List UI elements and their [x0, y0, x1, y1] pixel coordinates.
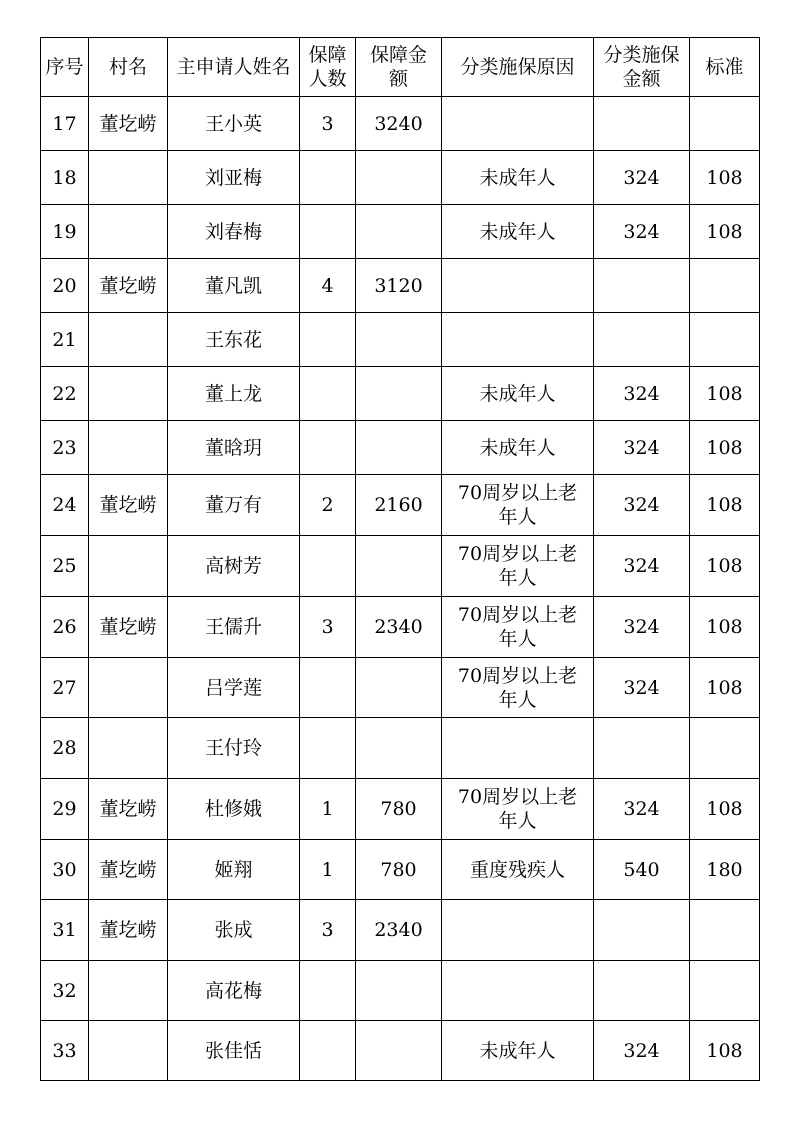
- header-standard: 标准: [690, 38, 760, 97]
- cell-persons: [300, 421, 356, 475]
- cell-applicant: 董上龙: [168, 367, 300, 421]
- cell-seq: 26: [41, 597, 89, 658]
- cell-amount: [356, 205, 442, 259]
- cell-seq: 19: [41, 205, 89, 259]
- cell-class-amount: 324: [594, 151, 690, 205]
- cell-village: 董圪崂: [89, 900, 168, 961]
- cell-seq: 18: [41, 151, 89, 205]
- cell-applicant: 王儒升: [168, 597, 300, 658]
- cell-reason: [442, 718, 594, 779]
- cell-seq: 27: [41, 658, 89, 718]
- cell-reason: [442, 961, 594, 1021]
- cell-standard: 108: [690, 536, 760, 597]
- cell-seq: 29: [41, 779, 89, 840]
- cell-standard: [690, 718, 760, 779]
- cell-applicant: 高花梅: [168, 961, 300, 1021]
- cell-class-amount: 324: [594, 205, 690, 259]
- cell-reason: 重度残疾人: [442, 840, 594, 900]
- cell-village: 董圪崂: [89, 840, 168, 900]
- cell-applicant: 王付玲: [168, 718, 300, 779]
- cell-amount: 2340: [356, 597, 442, 658]
- cell-amount: [356, 421, 442, 475]
- cell-village: [89, 421, 168, 475]
- cell-reason: 70周岁以上老年人: [442, 475, 594, 536]
- cell-class-amount: [594, 313, 690, 367]
- table-row: [41, 367, 760, 421]
- header-seq: 序号: [41, 38, 89, 97]
- cell-amount: [356, 1021, 442, 1081]
- cell-amount: 780: [356, 840, 442, 900]
- cell-class-amount: 540: [594, 840, 690, 900]
- table-row: [41, 658, 760, 718]
- cell-reason: [442, 259, 594, 313]
- cell-applicant: 吕学莲: [168, 658, 300, 718]
- table-row: [41, 1021, 760, 1081]
- table-row: [41, 151, 760, 205]
- table-row: [41, 421, 760, 475]
- header-class-amount: [594, 38, 690, 97]
- cell-reason: 70周岁以上老年人: [442, 597, 594, 658]
- cell-persons: [300, 367, 356, 421]
- cell-village: [89, 313, 168, 367]
- cell-village: 董圪崂: [89, 597, 168, 658]
- cell-class-amount: 324: [594, 367, 690, 421]
- cell-persons: 4: [300, 259, 356, 313]
- cell-village: 董圪崂: [89, 97, 168, 151]
- cell-standard: 108: [690, 779, 760, 840]
- cell-class-amount: 324: [594, 536, 690, 597]
- header-amount: [356, 38, 442, 97]
- table-row: [41, 259, 760, 313]
- cell-class-amount: 324: [594, 597, 690, 658]
- cell-applicant: 刘亚梅: [168, 151, 300, 205]
- cell-reason: 未成年人: [442, 205, 594, 259]
- cell-class-amount: [594, 259, 690, 313]
- cell-village: [89, 205, 168, 259]
- cell-village: [89, 961, 168, 1021]
- cell-persons: 3: [300, 597, 356, 658]
- cell-class-amount: [594, 97, 690, 151]
- cell-persons: [300, 205, 356, 259]
- cell-reason: 70周岁以上老年人: [442, 536, 594, 597]
- table-row: [41, 205, 760, 259]
- table-row: [41, 597, 760, 658]
- cell-standard: 108: [690, 367, 760, 421]
- cell-applicant: 董晗玥: [168, 421, 300, 475]
- cell-village: [89, 367, 168, 421]
- header-persons-label: 保障人数: [308, 44, 347, 90]
- header-row: [41, 38, 760, 97]
- cell-amount: 3240: [356, 97, 442, 151]
- cell-seq: 20: [41, 259, 89, 313]
- cell-amount: [356, 718, 442, 779]
- cell-class-amount: 324: [594, 1021, 690, 1081]
- cell-reason: 70周岁以上老年人: [442, 779, 594, 840]
- cell-class-amount: [594, 718, 690, 779]
- cell-persons: 3: [300, 900, 356, 961]
- cell-village: [89, 536, 168, 597]
- cell-amount: [356, 961, 442, 1021]
- cell-seq: 21: [41, 313, 89, 367]
- header-amount-label: 保障金额: [369, 44, 427, 90]
- table-row: [41, 840, 760, 900]
- header-reason: 分类施保原因: [442, 38, 594, 97]
- cell-standard: 108: [690, 597, 760, 658]
- cell-persons: [300, 658, 356, 718]
- cell-applicant: 张成: [168, 900, 300, 961]
- cell-standard: [690, 259, 760, 313]
- cell-standard: 108: [690, 658, 760, 718]
- cell-standard: [690, 97, 760, 151]
- cell-persons: 1: [300, 779, 356, 840]
- cell-persons: [300, 1021, 356, 1081]
- cell-amount: 2160: [356, 475, 442, 536]
- cell-applicant: 高树芳: [168, 536, 300, 597]
- cell-reason: [442, 313, 594, 367]
- cell-seq: 32: [41, 961, 89, 1021]
- header-applicant: [168, 38, 300, 97]
- table-row: [41, 718, 760, 779]
- cell-class-amount: [594, 900, 690, 961]
- cell-seq: 31: [41, 900, 89, 961]
- cell-village: 董圪崂: [89, 259, 168, 313]
- cell-reason: [442, 900, 594, 961]
- cell-seq: 17: [41, 97, 89, 151]
- cell-persons: 3: [300, 97, 356, 151]
- cell-class-amount: 324: [594, 421, 690, 475]
- cell-standard: 108: [690, 205, 760, 259]
- table-row: [41, 536, 760, 597]
- table-row: [41, 313, 760, 367]
- cell-persons: [300, 961, 356, 1021]
- cell-amount: [356, 536, 442, 597]
- cell-standard: 180: [690, 840, 760, 900]
- cell-reason: 未成年人: [442, 151, 594, 205]
- cell-amount: [356, 367, 442, 421]
- cell-reason: [442, 97, 594, 151]
- cell-applicant: 刘春梅: [168, 205, 300, 259]
- cell-village: [89, 1021, 168, 1081]
- cell-applicant: 杜修娥: [168, 779, 300, 840]
- cell-persons: [300, 151, 356, 205]
- cell-amount: [356, 658, 442, 718]
- cell-standard: [690, 900, 760, 961]
- header-persons: [300, 38, 356, 97]
- cell-applicant: 王东花: [168, 313, 300, 367]
- header-class-amount-label: 分类施保金额: [603, 44, 680, 90]
- cell-reason: 未成年人: [442, 1021, 594, 1081]
- table-row: [41, 779, 760, 840]
- cell-seq: 30: [41, 840, 89, 900]
- cell-seq: 28: [41, 718, 89, 779]
- cell-applicant: 张佳恬: [168, 1021, 300, 1081]
- cell-seq: 22: [41, 367, 89, 421]
- cell-village: 董圪崂: [89, 475, 168, 536]
- table-row: [41, 475, 760, 536]
- cell-seq: 33: [41, 1021, 89, 1081]
- cell-village: [89, 658, 168, 718]
- header-applicant-label: 主申请人姓名: [176, 56, 291, 78]
- cell-amount: 3120: [356, 259, 442, 313]
- cell-village: [89, 718, 168, 779]
- cell-persons: [300, 718, 356, 779]
- cell-persons: 1: [300, 840, 356, 900]
- cell-village: 董圪崂: [89, 779, 168, 840]
- table-row: [41, 900, 760, 961]
- cell-applicant: 董凡凯: [168, 259, 300, 313]
- cell-applicant: 姬翔: [168, 840, 300, 900]
- cell-reason: 未成年人: [442, 367, 594, 421]
- cell-amount: [356, 313, 442, 367]
- cell-standard: [690, 961, 760, 1021]
- cell-seq: 23: [41, 421, 89, 475]
- cell-standard: [690, 313, 760, 367]
- cell-amount: [356, 151, 442, 205]
- cell-reason: 未成年人: [442, 421, 594, 475]
- cell-standard: 108: [690, 1021, 760, 1081]
- table-row: [41, 961, 760, 1021]
- cell-applicant: 董万有: [168, 475, 300, 536]
- cell-persons: [300, 313, 356, 367]
- roster-body: [41, 97, 760, 1081]
- cell-class-amount: 324: [594, 779, 690, 840]
- cell-amount: 780: [356, 779, 442, 840]
- cell-persons: 2: [300, 475, 356, 536]
- cell-standard: 108: [690, 151, 760, 205]
- cell-class-amount: [594, 961, 690, 1021]
- cell-class-amount: 324: [594, 475, 690, 536]
- cell-reason: 70周岁以上老年人: [442, 658, 594, 718]
- cell-persons: [300, 536, 356, 597]
- cell-applicant: 王小英: [168, 97, 300, 151]
- cell-amount: 2340: [356, 900, 442, 961]
- cell-standard: 108: [690, 475, 760, 536]
- cell-standard: 108: [690, 421, 760, 475]
- cell-seq: 24: [41, 475, 89, 536]
- header-village: 村名: [89, 38, 168, 97]
- cell-class-amount: 324: [594, 658, 690, 718]
- table-row: [41, 97, 760, 151]
- roster-table: [40, 37, 760, 1081]
- cell-village: [89, 151, 168, 205]
- cell-seq: 25: [41, 536, 89, 597]
